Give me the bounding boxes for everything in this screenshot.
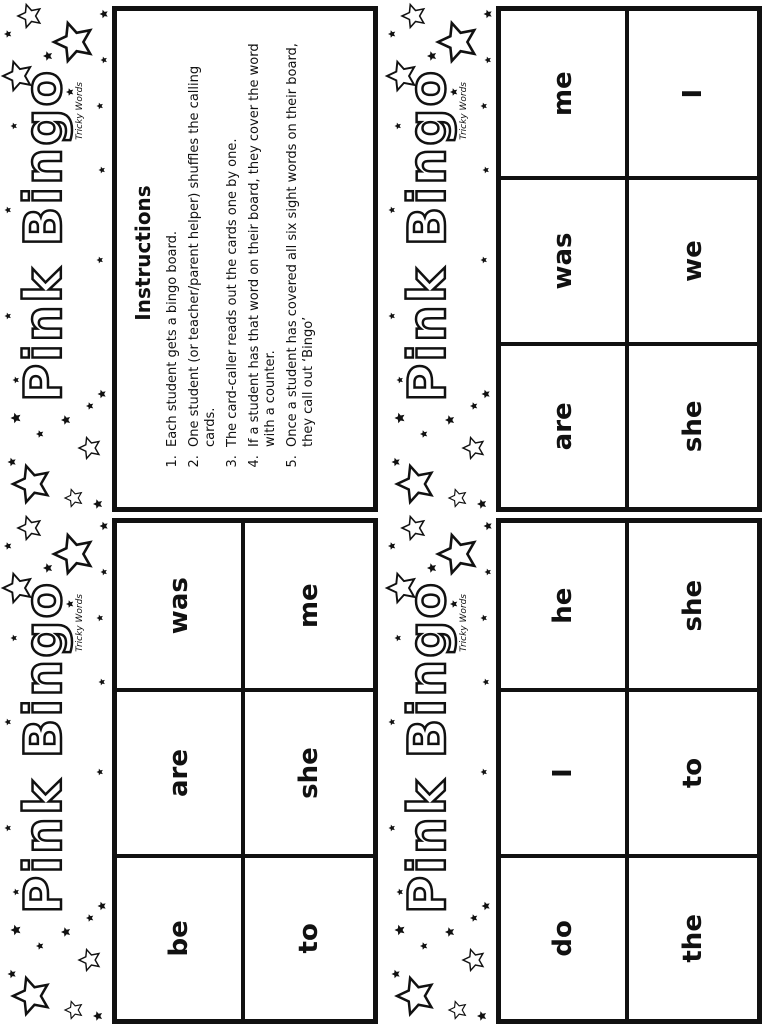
card-header bbox=[384, 0, 496, 512]
bingo-card-2 bbox=[384, 512, 768, 1024]
board-cell: be bbox=[117, 854, 245, 1019]
board-cell: the bbox=[629, 854, 757, 1019]
card-title: Pink Bingo bbox=[14, 68, 74, 402]
board-cell: we bbox=[629, 176, 757, 341]
instruction-step: 2. One student (or teacher/parent helper) shuffles the calling cards. bbox=[187, 29, 219, 451]
board-cell: was bbox=[117, 523, 245, 688]
bingo-board bbox=[496, 518, 762, 1024]
board-cell: was bbox=[501, 176, 629, 341]
board-cell: to bbox=[245, 854, 373, 1019]
instruction-step: 1. Each student gets a bingo board. bbox=[165, 29, 181, 451]
card-title: Pink Bingo bbox=[398, 580, 458, 914]
bingo-card-3 bbox=[384, 0, 768, 512]
board-cell: I bbox=[678, 88, 708, 99]
board-cell: are bbox=[501, 342, 629, 507]
board-cell: she bbox=[678, 579, 708, 632]
card-title: Pink Bingo bbox=[14, 580, 74, 914]
instruction-step: 5. Once a student has covered all six sight words on their board, they call out ‘Bingo’ bbox=[285, 29, 317, 451]
card-title: Pink Bingo bbox=[398, 68, 458, 402]
card-header bbox=[384, 512, 496, 1024]
board-cell: she bbox=[629, 342, 757, 507]
bingo-board bbox=[496, 6, 762, 512]
board-cell: he bbox=[501, 523, 629, 688]
instructions-card bbox=[0, 0, 384, 512]
board-cell: me bbox=[294, 583, 324, 629]
card-subtitle: Tricky Words bbox=[459, 594, 469, 652]
instructions-heading: Instructions bbox=[131, 185, 155, 321]
board-cell: to bbox=[629, 688, 757, 853]
bingo-board bbox=[112, 518, 378, 1024]
board-cell: I bbox=[501, 688, 629, 853]
card-subtitle: Tricky Words bbox=[75, 594, 85, 652]
card-header bbox=[0, 512, 112, 1024]
card-subtitle: Tricky Words bbox=[459, 82, 469, 140]
board-cell: do bbox=[501, 854, 629, 1019]
instruction-step: 4. If a student has that word on their board, they cover the word with a counter. bbox=[247, 29, 279, 451]
instruction-step: 3. The card-caller reads out the cards one by one. bbox=[225, 29, 241, 451]
card-subtitle: Tricky Words bbox=[75, 82, 85, 140]
board-cell: she bbox=[245, 688, 373, 853]
bingo-card-1 bbox=[0, 512, 384, 1024]
instructions-list bbox=[165, 29, 317, 477]
card-header bbox=[0, 0, 112, 512]
board-cell: are bbox=[117, 688, 245, 853]
instructions-box bbox=[112, 6, 378, 512]
board-cell: me bbox=[501, 11, 629, 176]
